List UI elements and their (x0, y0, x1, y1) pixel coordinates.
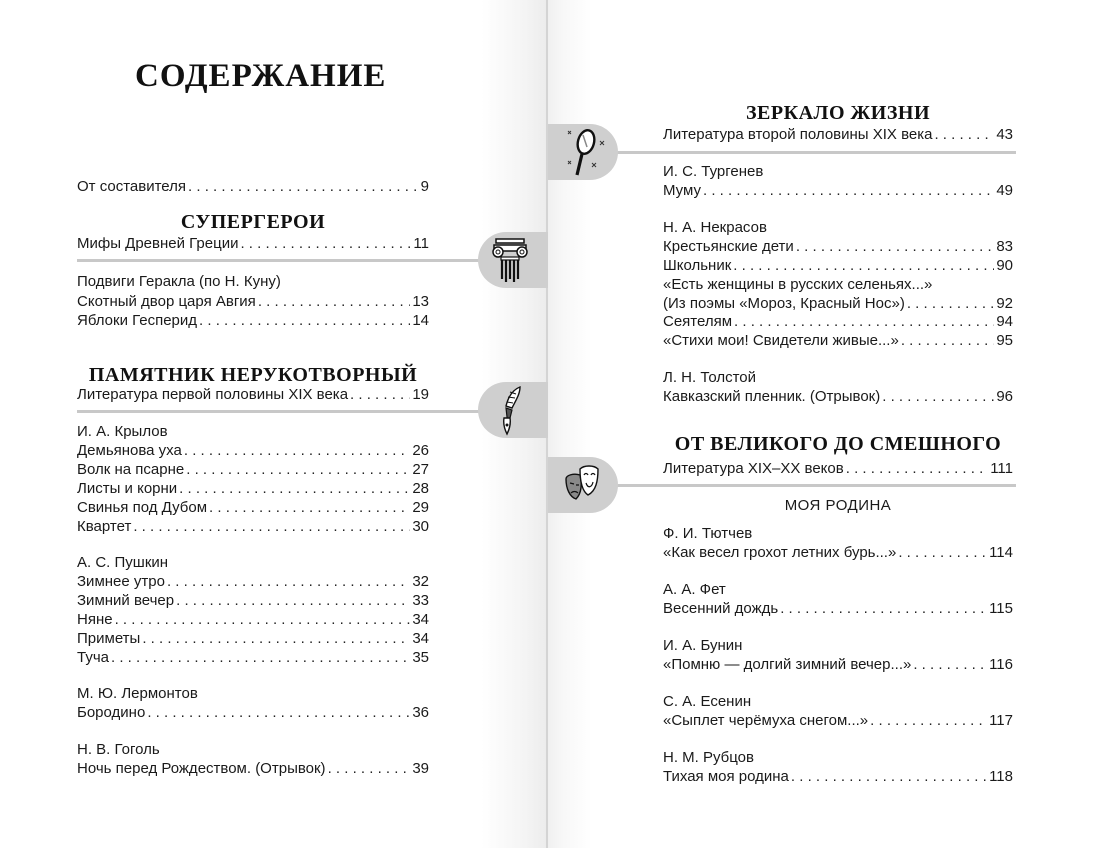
entry-title: Литература XIX–XX веков (663, 460, 844, 477)
entry-page: 90 (996, 257, 1013, 274)
entry-page: 43 (996, 126, 1013, 143)
entry-page: 114 (989, 544, 1013, 561)
leader-dots (328, 759, 411, 779)
leader-dots (791, 767, 987, 787)
entry-title: Тихая моя родина (663, 768, 789, 785)
section-divider (608, 151, 1016, 154)
entry-page: 95 (996, 332, 1013, 349)
toc-entry[interactable] (663, 599, 1013, 619)
leader-dots (350, 385, 410, 405)
entry-title: Кавказский пленник. (Отрывок) (663, 388, 881, 405)
toc-entry[interactable] (77, 441, 429, 461)
leader-dots (901, 331, 995, 351)
leader-dots (703, 181, 994, 201)
entry-page: 117 (989, 712, 1013, 729)
toc-entry[interactable] (663, 237, 1013, 257)
entry-page: 14 (412, 312, 429, 329)
entry-page: 9 (420, 178, 429, 195)
entry-page: 36 (412, 704, 429, 721)
entry-title: Туча (77, 649, 109, 666)
section-heading: ЗЕРКАЛО ЖИЗНИ (745, 102, 931, 124)
toc-entry[interactable] (77, 311, 429, 331)
entry-title: Бородино (77, 704, 146, 721)
section-heading: СУПЕРГЕРОИ (180, 211, 326, 233)
toc-entry[interactable] (663, 543, 1013, 563)
entry-title: Весенний дождь (663, 600, 779, 617)
leader-dots (184, 441, 410, 461)
toc-entry[interactable] (663, 767, 1013, 787)
leader-dots (142, 629, 410, 649)
entry-title: Скотный двор царя Авгия (77, 293, 256, 310)
entry-title: Яблоки Гесперид (77, 312, 198, 329)
entry-title: Сеятелям (663, 313, 733, 330)
leader-dots (870, 711, 987, 731)
author-name: И. А. Бунин (663, 637, 743, 654)
toc-entry[interactable] (77, 292, 429, 312)
toc-entry[interactable] (663, 294, 1013, 314)
entry-page: 33 (412, 592, 429, 609)
toc-entry[interactable] (77, 517, 429, 537)
entry-title: «Помню — долгий зимний вечер...» (663, 656, 912, 673)
toc-entry[interactable] (77, 591, 429, 611)
leader-dots (133, 517, 410, 537)
section-tab (548, 124, 618, 180)
entry-title: Школьник (663, 257, 732, 274)
author-name: Н. М. Рубцов (663, 749, 754, 766)
entry-title: Волк на псарне (77, 461, 185, 478)
toc-entry[interactable] (663, 387, 1013, 407)
entry-page: 19 (412, 386, 429, 403)
toc-entry[interactable] (77, 460, 429, 480)
toc-entry[interactable] (77, 759, 429, 779)
entry-title: Ночь перед Рождеством. (Отрывок) (77, 760, 326, 777)
entry-title-line[interactable]: «Есть женщины в русских селеньях...» (663, 276, 933, 293)
section-divider (77, 410, 487, 413)
leader-dots (111, 648, 410, 668)
entry-title: «Сыплет черёмуха снегом...» (663, 712, 869, 729)
section-tab (478, 232, 548, 288)
author-name: Л. Н. Толстой (663, 369, 757, 386)
section-subtitle-entry[interactable] (663, 459, 1013, 479)
author-name: И. А. Крылов (77, 423, 168, 440)
leader-dots (240, 234, 411, 254)
theater-masks-icon (562, 463, 606, 509)
entry-title: Листы и корни (77, 480, 178, 497)
entry-page: 96 (996, 388, 1013, 405)
ionic-column-icon (490, 237, 530, 285)
toc-entry[interactable] (663, 655, 1013, 675)
section-tab (478, 382, 548, 438)
leader-dots (179, 479, 410, 499)
entry-page: 94 (996, 313, 1013, 330)
entry-title: «Стихи мои! Свидетели живые...» (663, 332, 899, 349)
leader-dots (846, 459, 988, 479)
section-subtitle-entry[interactable] (77, 385, 429, 405)
leader-dots (209, 498, 410, 518)
toc-entry[interactable] (77, 479, 429, 499)
toc-entry[interactable] (77, 703, 429, 723)
author-name: С. А. Есенин (663, 693, 752, 710)
author-name: Подвиги Геракла (по Н. Куну) (77, 273, 281, 290)
toc-entry[interactable] (77, 572, 429, 592)
entry-page: 11 (413, 235, 429, 252)
toc-entry[interactable] (77, 648, 429, 668)
entry-title: Свинья под Дубом (77, 499, 208, 516)
entry-page: 28 (412, 480, 429, 497)
mirror-icon (562, 125, 608, 179)
leader-dots (167, 572, 410, 592)
entry-title: Приметы (77, 630, 141, 647)
entry-title: Квартет (77, 518, 132, 535)
entry-page: 49 (996, 182, 1013, 199)
leader-dots (913, 655, 987, 675)
entry-title: От составителя (77, 178, 187, 195)
entry-title: Зимнее утро (77, 573, 165, 590)
entry-title: Мифы Древней Греции (77, 235, 239, 252)
entry-page: 34 (412, 611, 429, 628)
leader-dots (176, 591, 410, 611)
toc-entry[interactable] (77, 498, 429, 518)
leader-dots (188, 177, 419, 197)
entry-title: Крестьянские дети (663, 238, 794, 255)
leader-dots (882, 387, 994, 407)
section-divider (608, 484, 1016, 487)
leader-dots (898, 543, 987, 563)
leader-dots (199, 311, 410, 331)
author-name: Н. В. Гоголь (77, 741, 160, 758)
entry-page: 26 (412, 442, 429, 459)
section-subtitle-entry[interactable] (77, 234, 429, 254)
entry-page: 35 (412, 649, 429, 666)
toc-entry[interactable] (663, 181, 1013, 201)
section-heading: ОТ ВЕЛИКОГО ДО СМЕШНОГО (674, 433, 1002, 455)
page-title: СОДЕРЖАНИЕ (135, 58, 387, 94)
leader-dots (733, 256, 994, 276)
entry-title: (Из поэмы «Мороз, Красный Нос») (663, 295, 905, 312)
entry-page: 118 (989, 768, 1013, 785)
subsection-heading: МОЯ РОДИНА (784, 497, 892, 514)
entry-page: 92 (996, 295, 1013, 312)
leader-dots (907, 294, 994, 314)
entry-title: «Как весел грохот летних бурь...» (663, 544, 897, 561)
entry-page: 116 (989, 656, 1013, 673)
entry-title: Няне (77, 611, 113, 628)
entry-title: Литература второй половины XIX века (663, 126, 933, 143)
entry-title: Муму (663, 182, 701, 199)
leader-dots (147, 703, 410, 723)
toc-entry[interactable] (663, 331, 1013, 351)
entry-page: 111 (990, 460, 1013, 477)
quill-pen-icon (490, 384, 530, 436)
leader-dots (186, 460, 410, 480)
section-subtitle-entry[interactable] (663, 125, 1013, 145)
entry-page: 32 (412, 573, 429, 590)
toc-entry[interactable] (77, 177, 429, 197)
entry-page: 13 (412, 293, 429, 310)
author-name: А. А. Фет (663, 581, 726, 598)
entry-page: 115 (989, 600, 1013, 617)
toc-entry[interactable] (663, 256, 1013, 276)
toc-entry[interactable] (663, 312, 1013, 332)
toc-entry[interactable] (77, 629, 429, 649)
entry-page: 39 (412, 760, 429, 777)
leader-dots (115, 610, 411, 630)
entry-page: 83 (996, 238, 1013, 255)
entry-page: 34 (412, 630, 429, 647)
entry-title: Литература первой половины XIX века (77, 386, 349, 403)
leader-dots (934, 125, 994, 145)
leader-dots (796, 237, 995, 257)
author-name: М. Ю. Лермонтов (77, 685, 198, 702)
author-name: И. С. Тургенев (663, 163, 764, 180)
entry-title: Зимний вечер (77, 592, 175, 609)
entry-page: 29 (412, 499, 429, 516)
leader-dots (780, 599, 987, 619)
entry-page: 30 (412, 518, 429, 535)
leader-dots (734, 312, 994, 332)
entry-title: Демьянова уха (77, 442, 182, 459)
entry-page: 27 (412, 461, 429, 478)
toc-entry[interactable] (663, 711, 1013, 731)
author-name: Н. А. Некрасов (663, 219, 767, 236)
author-name: А. С. Пушкин (77, 554, 169, 571)
author-name: Ф. И. Тютчев (663, 525, 753, 542)
section-tab (548, 457, 618, 513)
leader-dots (258, 292, 411, 312)
section-heading: ПАМЯТНИК НЕРУКОТВОРНЫЙ (88, 364, 418, 386)
toc-entry[interactable] (77, 610, 429, 630)
section-divider (77, 259, 487, 262)
